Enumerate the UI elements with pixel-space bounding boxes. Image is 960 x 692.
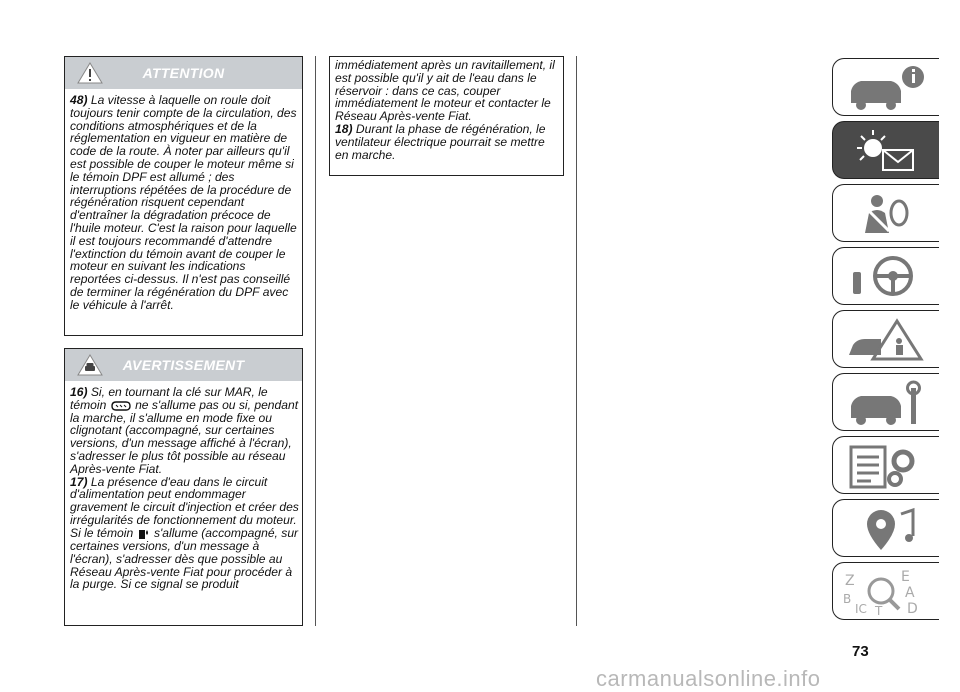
note-17 bbox=[70, 476, 299, 592]
car-info-icon bbox=[841, 63, 931, 113]
note-16 bbox=[70, 386, 299, 476]
note-16-text-b: ne s'allume pas ou si, pendant la marche, il s'allume en mode fixe ou clignotant (accompagné, sur certaines versions, d'un message affiché à l'écran), s'adresser le plus tôt possible au réseau Après-vente Fiat. bbox=[70, 397, 299, 476]
attention-title: ATTENTION bbox=[142, 65, 225, 81]
tab-maintenance[interactable] bbox=[832, 373, 939, 431]
attention-box bbox=[64, 56, 303, 336]
tab-indicators-messages[interactable] bbox=[832, 121, 939, 179]
attention-header bbox=[65, 57, 302, 89]
column-divider-left bbox=[315, 56, 316, 626]
tab-driving[interactable] bbox=[832, 247, 939, 305]
steering-wheel-key-icon bbox=[841, 252, 931, 302]
column-divider-right bbox=[576, 56, 577, 626]
note-17-continued: immédiatement après un ravitaillement, il est possible qu'il y ait de l'eau dans le réservoir : dans ce cas, couper immédiatement le moteur et contacter le Réseau Après-vente Fiat. bbox=[335, 58, 555, 124]
svg-text:T: T bbox=[875, 604, 883, 617]
avertissement-box bbox=[64, 348, 303, 626]
tab-emergency[interactable] bbox=[832, 310, 939, 368]
note-48-text: La vitesse à laquelle on roule doit toujours tenir compte de la circulation, des conditions atmosphériques et de la réglementation en vigueur en matière de code de la route. À noter par ailleurs qu'il est possible de couper le moteur même si le témoin DPF est allumé ; des interruptions répétées de la procédure de régénération risquent cependant d'entraîner la dégradation précoce de l'huile moteur. C'est la raison pour laquelle il est toujours recommandé d'attendre l'extinction du témoin avant de couper le moteur en suivant les indications reportées ci-dessus. Il n'est pas conseillé de terminer la régénération du DPF avec le véhicule à l'arrêt. bbox=[70, 93, 297, 312]
tab-safety[interactable] bbox=[832, 184, 939, 242]
svg-text:Z: Z bbox=[845, 573, 855, 589]
list-gear-icon bbox=[841, 441, 931, 491]
svg-text:D: D bbox=[907, 601, 918, 617]
note-48-number: 48) bbox=[70, 93, 88, 107]
svg-text:A: A bbox=[905, 585, 915, 601]
page-number: 73 bbox=[852, 643, 869, 660]
warning-light-message-icon bbox=[841, 126, 931, 176]
note-18-number: 18) bbox=[335, 121, 353, 136]
avertissement-header bbox=[65, 349, 302, 381]
avertissement-title: AVERTISSEMENT bbox=[122, 357, 245, 373]
tab-technical-data[interactable] bbox=[832, 436, 939, 494]
tab-multimedia[interactable] bbox=[832, 499, 939, 557]
footer-watermark[interactable]: carmanualsonline.info bbox=[596, 666, 821, 691]
note-16-number: 16) bbox=[70, 385, 88, 399]
note-48 bbox=[70, 94, 299, 312]
note-17-text-b: s'allume (accompagné, sur certaines versions, d'un message à l'écran), s'adresser dès que possible au Réseau Après-vente Fiat pour procéder à la purge. Si ce signal se produit bbox=[70, 525, 299, 592]
note-16-text-a: Si, en tournant la clé sur MAR, le témoin bbox=[70, 385, 268, 412]
note-18 bbox=[335, 123, 560, 161]
map-pin-music-icon bbox=[841, 504, 931, 554]
airbag-seatbelt-icon bbox=[841, 189, 931, 239]
alphabet-index-icon bbox=[841, 567, 931, 617]
tab-vehicle-info[interactable] bbox=[832, 58, 939, 116]
car-wrench-icon bbox=[841, 378, 931, 428]
tab-index[interactable] bbox=[832, 562, 939, 620]
svg-text:B: B bbox=[843, 592, 852, 606]
note-17-text-a: La présence d'eau dans le circuit d'alimentation peut endommager gravement le circuit d'injection et créer des irrégularités de fonctionnement du moteur. Si le témoin bbox=[70, 474, 299, 540]
continued-box bbox=[329, 56, 564, 176]
note-17-number: 17) bbox=[70, 474, 88, 489]
svg-text:IC: IC bbox=[855, 602, 867, 616]
breakdown-warning-icon bbox=[841, 315, 931, 365]
note-18-text: Durant la phase de régénération, le ventilateur électrique pourrait se mettre en marche. bbox=[335, 121, 546, 162]
svg-text:E: E bbox=[901, 569, 910, 585]
